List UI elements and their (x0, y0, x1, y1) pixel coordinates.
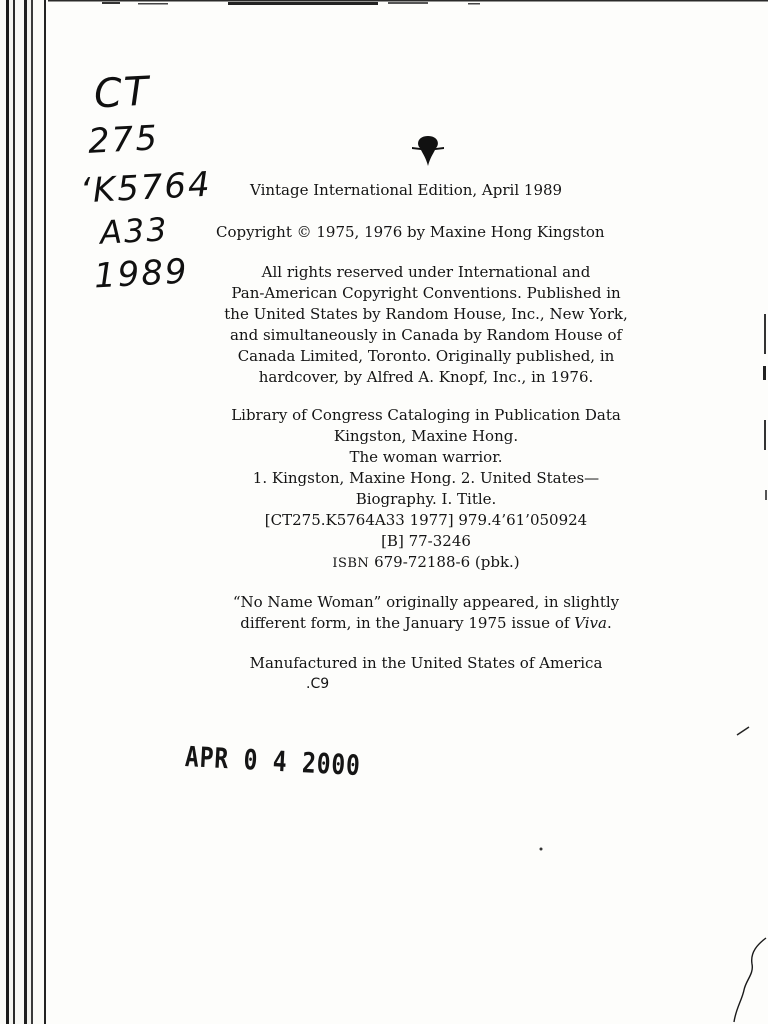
cip-heading: Library of Congress Cataloging in Publication Data (231, 406, 621, 424)
rights-line-2: Pan-American Copyright Conventions. Published in (231, 284, 621, 302)
fleuron-ornament-icon (408, 134, 448, 168)
magazine-title: Viva (574, 614, 607, 632)
handwritten-line-2: 275 (87, 118, 160, 162)
top-page-edge (48, 0, 768, 8)
isbn-value: 679-72188-6 (pbk.) (374, 553, 520, 571)
rights-line-4: and simultaneously in Canada by Random House of (229, 326, 623, 344)
page-corner-curl (728, 934, 768, 1024)
cip-call-number: [CT275.K5764A33 1977] 979.4’61’050924 (264, 511, 588, 529)
right-page-edge (754, 300, 768, 1024)
rights-line-1: All rights reserved under International and (261, 263, 591, 281)
cip-author: Kingston, Maxine Hong. (333, 427, 519, 445)
handwritten-line-4: A33 (99, 210, 170, 252)
note-line-1: “No Name Woman” originally appeared, in slightly (232, 593, 620, 611)
dust-speck (538, 846, 544, 852)
rights-line-6: hardcover, by Alfred A. Knopf, Inc., in 1976. (258, 368, 594, 386)
copyright-line: Copyright © 1975, 1976 by Maxine Hong Kingston (216, 223, 605, 241)
pencil-note: .C9 (306, 676, 330, 692)
cip-title: The woman warrior. (349, 448, 503, 466)
handwritten-line-1: CT (92, 68, 152, 118)
cip-isbn (166, 552, 686, 574)
cip-subjects-2: Biography. I. Title. (355, 490, 497, 508)
pen-mark (736, 726, 750, 736)
handwritten-line-3: ʻK5764 (79, 164, 213, 212)
note-line-2 (166, 613, 686, 633)
rights-line-5: Canada Limited, Toronto. Originally published, in (237, 347, 615, 365)
note-line-2-suffix: . (606, 614, 612, 632)
edition-line: Vintage International Edition, April 1989 (250, 181, 563, 199)
handwritten-line-5: 1989 (93, 251, 190, 297)
date-stamp: APR 0 4 2000 (184, 740, 362, 783)
cip-subjects-1: 1. Kingston, Maxine Hong. 2. United States— (252, 469, 600, 487)
cip-lccn: [B] 77-3246 (381, 532, 471, 550)
book-spine-edge (0, 0, 52, 1024)
rights-line-3: the United States by Random House, Inc., New York, (224, 305, 628, 323)
manufactured-line: Manufactured in the United States of America (249, 654, 603, 672)
isbn-label: ISBN (332, 556, 370, 571)
note-line-2-prefix: different form, in the January 1975 issue of (240, 614, 575, 632)
